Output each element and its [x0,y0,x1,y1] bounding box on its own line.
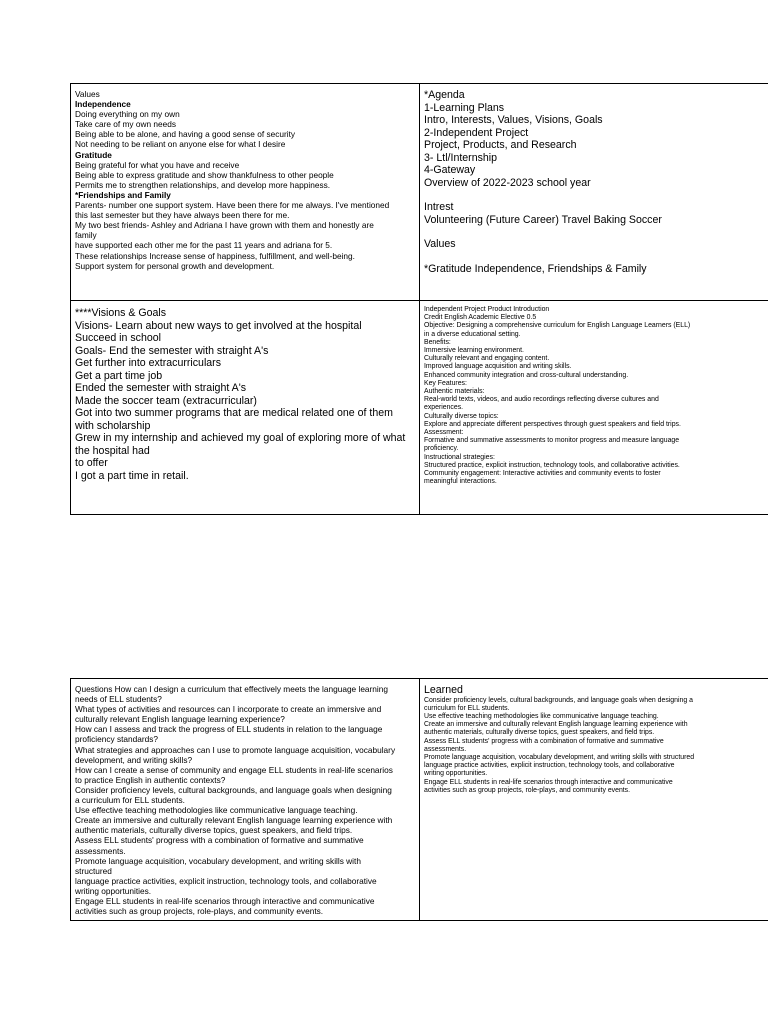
text-line: Doing everything on my own [75,109,180,120]
text-line: 1-Learning Plans [424,101,505,114]
text-line: Get a part time job [75,369,163,382]
text-line: Use effective teaching methodologies like communicative language teaching. [424,712,659,720]
text-line: Immersive learning environment. [424,347,524,355]
text-line: 4-Gateway [424,164,476,176]
text-line: curriculum for ELL students. [424,704,510,712]
text-line: Project, Products, and Research [424,139,577,151]
text-line: Visions- Learn about new ways to get involved at the hospital [75,319,362,332]
independent-project-cell [420,301,768,515]
learned-cell [420,679,768,921]
text-line: culturally relevant English language learning experience? [75,714,285,725]
text-line: 2-Independent Project [424,126,529,139]
text-line: Succeed in school [75,332,161,344]
text-line: this last semester but they have always been there for me. [75,210,290,221]
text-line: have supported each other me for the past 11 years and adriana for 5. [75,240,333,251]
text-line: ****Visions & Goals [75,307,167,319]
text-line: Community engagement: Interactive activities and community events to foster [424,470,661,478]
text-line: to offer [75,457,108,469]
text-line: with scholarship [75,419,151,432]
text-line: Not needing to be reliant on anyone else for what I desire [75,139,286,150]
text-line: Values [75,89,100,99]
text-line: My two best friends- Ashley and Adriana I have grown with them and honestly are [75,220,374,231]
text-line: Assess ELL students' progress with a combination of formative and summative [75,835,364,846]
text-line: writing opportunities. [75,885,152,896]
text-line: meaningful interactions. [424,478,497,486]
text-line: These relationships Increase sense of happiness, fulfillment, and well-being. [75,250,355,261]
text-line: writing opportunities. [424,770,488,778]
text-line: Ended the semester with straight A's [75,382,247,394]
text-line: Being grateful for what you have and receive [75,159,240,170]
learned-heading: Learned [424,684,463,696]
text-line: experiences. [424,404,464,412]
text-line: Credit English Academic Elective 0.5 [424,314,537,322]
text-line: the hospital had [75,444,150,457]
text-line: needs of ELL students? [75,694,162,705]
interest-block [424,201,765,226]
text-line: Volunteering (Future Career) Travel Baking Soccer [424,213,662,226]
text-line: Permits me to strengthen relationships, and develop more happiness. [75,179,331,190]
gratitude-summary-block [424,263,765,276]
text-line: Questions How can I design a curriculum that effectively meets the language learning [75,684,388,694]
learning-plan-table [70,83,768,515]
text-line: Enhanced community integration and cross-cultural understanding. [424,371,629,379]
text-line: What types of activities and resources can I incorporate to create an immersive and [75,704,382,715]
text-line: Goals- End the semester with straight A's [75,344,269,357]
text-line: Parents- number one support system. Have been there for me always. I've mentioned [75,200,390,211]
text-line: assessments. [424,745,467,753]
text-line: authentic materials, culturally diverse topics, guest speakers, and field trips. [424,729,655,737]
text-line: Formative and summative assessments to monitor progress and measure language [424,437,680,445]
text-line: Engage ELL students in real-life scenarios through interactive and communicative [424,778,673,786]
text-line: Culturally relevant and engaging content. [424,355,550,363]
text-line: Benefits: [424,338,451,346]
values-cell [71,84,420,301]
text-line: Create an immersive and culturally relevant English language learning experience with [424,721,688,729]
text-line: Promote language acquisition, vocabulary development, and writing skills with [75,855,361,866]
text-line: Culturally diverse topics: [424,412,499,420]
text-line: Got into two summer programs that are medical related one of them [75,407,393,419]
text-line: Consider proficiency levels, cultural backgrounds, and language goals when designing a [424,696,693,704]
agenda-cell [420,84,768,301]
text-line: Objective: Designing a comprehensive curriculum for English Language Learners (ELL) [424,322,691,330]
text-line: Independent Project Product Introduction [424,306,550,313]
text-line: Assessment: [424,429,464,437]
text-line: in a diverse educational setting. [424,330,521,338]
text-line: Get further into extracurriculars [75,357,222,369]
text-line: *Gratitude Independence, Friendships & Family [424,262,647,275]
text-line: Improved language acquisition and writing skills. [424,363,572,371]
text-line: Gratitude [75,149,112,160]
text-line: Structured practice, explicit instruction, technology tools, and collaborative activities. [424,461,680,469]
text-line: Intro, Interests, Values, Visions, Goals [424,114,603,126]
text-line: Engage ELL students in real-life scenarios through interactive and communicative [75,895,375,906]
text-line: Real-world texts, videos, and audio recordings reflecting diverse cultures and [424,396,659,404]
questions-learned-table [70,678,768,921]
text-line: Explore and appreciate different perspectives through guest speakers and field trips. [424,420,681,428]
text-line: structured [75,865,112,876]
text-line: assessments. [75,845,126,856]
text-line: 3- Ltl/Internship [424,151,498,164]
text-line: Made the soccer team (extracurricular) [75,394,257,407]
text-line: family [75,230,97,241]
text-line: language practice activities, explicit instruction, technology tools, and collaborative [75,875,377,886]
text-line: Key Features: [424,379,467,387]
text-line: Authentic materials: [424,388,485,396]
text-line: Support system for personal growth and development. [75,260,275,271]
text-line: development, and writing skills? [75,754,193,765]
text-line: What strategies and approaches can I use to promote language acquisition, vocabulary [75,744,396,755]
text-line: activities such as group projects, role-plays, and community events. [75,906,324,917]
text-line: Intrest [424,201,454,213]
text-line: I got a part time in retail. [75,469,189,482]
text-line: Create an immersive and culturally relevant English language learning experience with [75,815,393,826]
values-summary-block [424,238,765,251]
text-line: Take care of my own needs [75,119,176,130]
agenda-block [424,89,765,189]
text-line: proficiency. [424,445,459,453]
text-line: How can I assess and track the progress of ELL students in relation to the language [75,724,383,735]
text-line: Assess ELL students' progress with a combination of formative and summative [424,737,664,745]
text-line: How can I create a sense of community and engage ELL students in real-life scenarios [75,764,393,775]
questions-cell [71,679,420,921]
text-line: Values [424,238,456,250]
text-line: *Agenda [424,89,465,101]
visions-goals-cell [71,301,420,515]
text-line: Use effective teaching methodologies like communicative language teaching. [75,805,358,816]
text-line: Independence [75,99,131,110]
text-line: Grew in my internship and achieved my goal of exploring more of what [75,432,406,444]
text-line: a curriculum for ELL students. [75,795,185,806]
text-line: language practice activities, explicit instruction, technology tools, and collaborative [424,762,675,770]
text-line: Promote language acquisition, vocabulary development, and writing skills with structured [424,753,695,761]
text-line: Being able to express gratitude and show thankfulness to other people [75,169,334,180]
text-line: proficiency standards? [75,734,159,745]
text-line: activities such as group projects, role-plays, and community events. [424,786,631,794]
text-line: Overview of 2022-2023 school year [424,176,591,189]
text-line: Instructional strategies: [424,453,495,461]
text-line: authentic materials, culturally diverse topics, guest speakers, and field trips. [75,825,353,836]
text-line: *Friendships and Family [75,189,171,200]
text-line: Consider proficiency levels, cultural backgrounds, and language goals when designing [75,784,392,795]
text-line: to practice English in authentic contexts? [75,774,226,785]
text-line: Being able to be alone, and having a good sense of security [75,129,296,140]
